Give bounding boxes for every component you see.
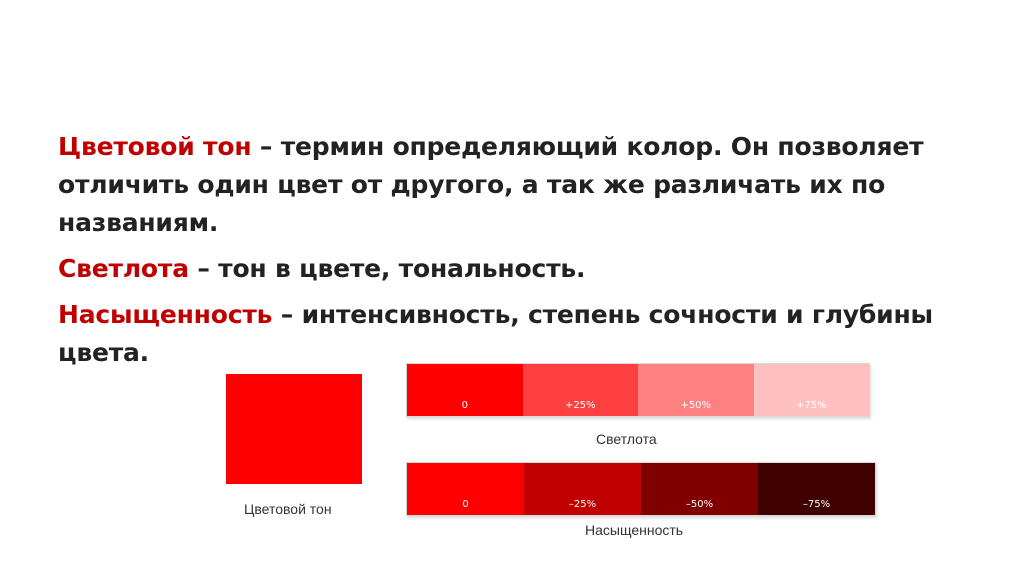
definition-saturation [58,296,988,372]
term-hue: Цветовой тон [58,132,252,161]
saturation-cell-label: 0 [462,499,469,510]
saturation-strip [406,462,876,516]
lightness-cell [523,364,639,416]
saturation-cell [407,463,524,515]
lightness-cell [407,364,523,416]
saturation-cell [641,463,758,515]
term-lightness: Светлота [58,254,189,283]
lightness-cell [638,364,754,416]
definition-saturation-text: – интенсивность, степень сочности и глубины цвета. [58,300,933,367]
lightness-cell-label: 0 [461,400,468,411]
definition-lightness [58,250,988,288]
term-saturation: Насыщенность [58,300,273,329]
definition-hue-text: – термин определяющий колор. Он позволяет отличить один цвет от другого, а так же различать их по названиям. [58,132,924,237]
saturation-cell [758,463,875,515]
lightness-cell [754,364,870,416]
definition-hue [58,128,988,242]
saturation-cell-label: –75% [802,499,831,510]
hue-caption: Цветовой тон [244,501,332,517]
definitions-text [58,128,988,380]
definition-lightness-text: – тон в цвете, тональность. [188,254,586,283]
hue-swatch [226,374,362,484]
lightness-strip [406,363,870,417]
lightness-cell-label: +75% [795,400,827,411]
lightness-cell-label: +50% [680,400,712,411]
lightness-cell-label: +25% [564,400,596,411]
lightness-caption: Светлота [596,431,657,447]
saturation-caption: Насыщенность [585,522,684,538]
saturation-cell-label: –25% [568,499,597,510]
saturation-cell [524,463,641,515]
saturation-cell-label: –50% [685,499,714,510]
